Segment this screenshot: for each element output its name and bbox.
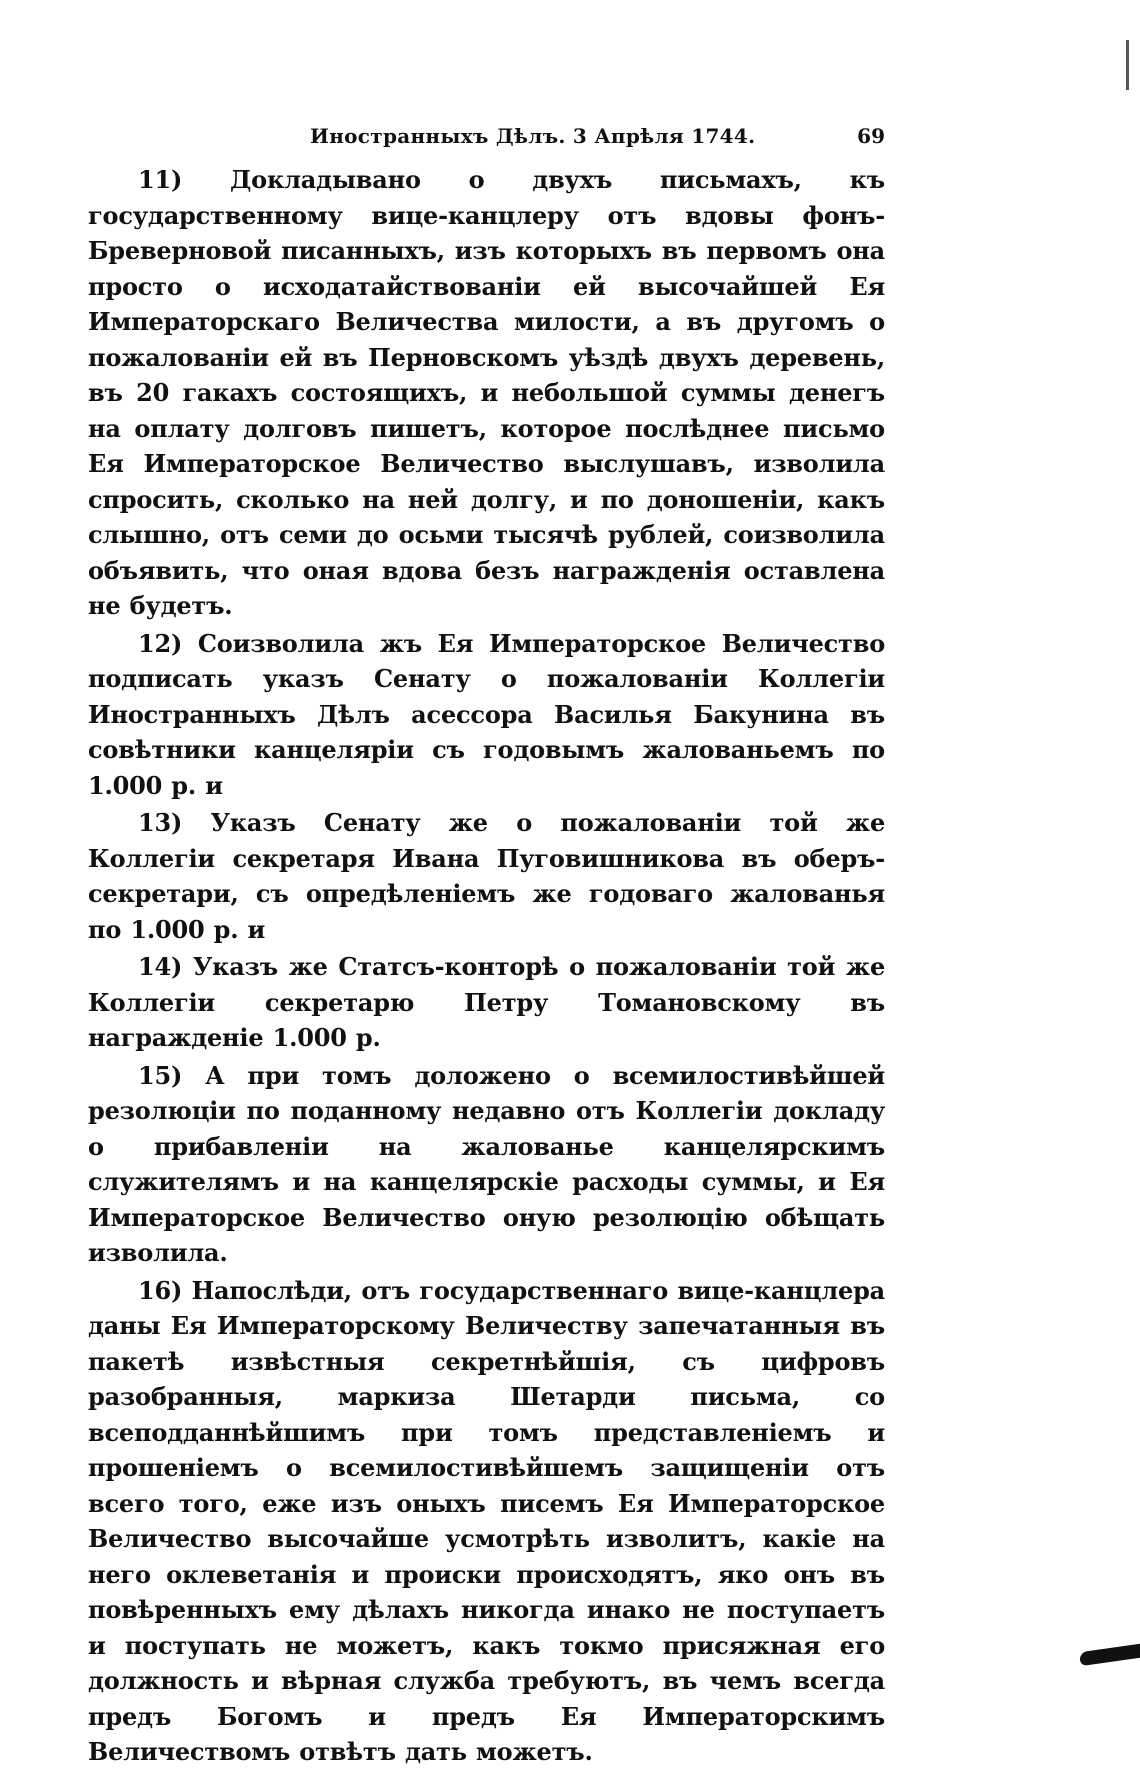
paragraph-text: Напослѣди, отъ государственнаго вице-канцлера даны Ея Императорскому Величеству запечатанныя въ пакетѣ извѣстныя секретнѣйшія, съ цифровъ разобранныя, маркиза Шетарди письма, со всеподданнѣйшимъ при томъ представленіемъ и прошеніемъ о всемилостивѣйшемъ защищеніи отъ всего того, еже изъ оныхъ писемъ Ея Императорское Величество высочайше усмотрѣть изволитъ, какіе на него оклеветанія и происки происходятъ, яко онъ въ повѣренныхъ ему дѣлахъ никогда инако не поступаетъ и поступать не можетъ, какъ токмо присяжная его должность и вѣрная служба требуютъ, въ чемъ всегда предъ Богомъ и предъ Ея Императорскимъ Величествомъ отвѣтъ дать можетъ.: [88, 1275, 885, 1766]
paragraph-13: [88, 805, 885, 947]
paragraph-number: 16): [138, 1275, 183, 1305]
paragraph-number: 15): [138, 1060, 183, 1090]
paragraph-number: 14): [138, 952, 183, 981]
paragraph-12: [88, 626, 885, 804]
paragraph-number: 13): [138, 808, 183, 837]
page-header: [310, 124, 885, 154]
paragraph-text: Докладывано о двухъ письмахъ, къ государственному вице-канцлеру отъ вдовы фонъ-Бреверновой писанныхъ, изъ которыхъ въ первомъ она просто о исходатайствованіи ей высочайшей Ея Императорскаго Величества милости, а въ другомъ о пожалованіи ей въ Перновскомъ уѣздѣ двухъ деревень, въ 20 гакахъ состоящихъ, и небольшой суммы денегъ на оплату долговъ пишетъ, которое послѣднее письмо Ея Императорское Величество выслушавъ, изволила спросить, сколько на ней долгу, и по доношеніи, какъ слышно, отъ семи до осьми тысячѣ рублей, соизволила объявить, что оная вдова безъ награжденія оставлена не будетъ.: [88, 165, 886, 620]
scan-edge-mark: [1126, 40, 1129, 90]
running-head: Иностранныхъ Дѣлъ. 3 Апрѣля 1744.: [310, 124, 756, 148]
page-number: 69: [857, 124, 885, 148]
paragraph-11: [88, 162, 885, 624]
body-text: [88, 162, 885, 1770]
paragraph-text: Указъ Сенату же о пожалованіи той же Коллегіи секретаря Ивана Пуговишникова въ оберъ-секретари, съ опредѣленіемъ же годоваго жалованья по 1.000 р. и: [88, 808, 886, 944]
paragraph-number: 11): [138, 165, 183, 194]
scan-edge-mark: [1080, 1644, 1140, 1666]
paragraph-number: 12): [138, 628, 183, 658]
paragraph-14: [88, 949, 885, 1056]
paragraph-text: А при томъ доложено о всемилостивѣйшей резолюціи по поданному недавно отъ Коллегіи докладу о прибавленіи на жалованье канцелярскимъ служителямъ и на канцелярскіе расходы суммы, и Ея Императорское Величество оную резолюцію обѣщать изволила.: [88, 1060, 886, 1267]
paragraph-text: Указъ же Статсъ-конторѣ о пожалованіи той же Коллегіи секретарю Петру Томановскому въ награжденіе 1.000 р.: [88, 952, 886, 1052]
paragraph-16: [88, 1273, 885, 1770]
paragraph-15: [88, 1058, 885, 1271]
paragraph-text: Соизволила жъ Ея Императорское Величество подписать указъ Сенату о пожалованіи Коллегіи Иностранныхъ Дѣлъ асессора Василья Бакунина въ совѣтники канцеляріи съ годовымъ жалованьемъ по 1.000 р. и: [88, 628, 886, 800]
